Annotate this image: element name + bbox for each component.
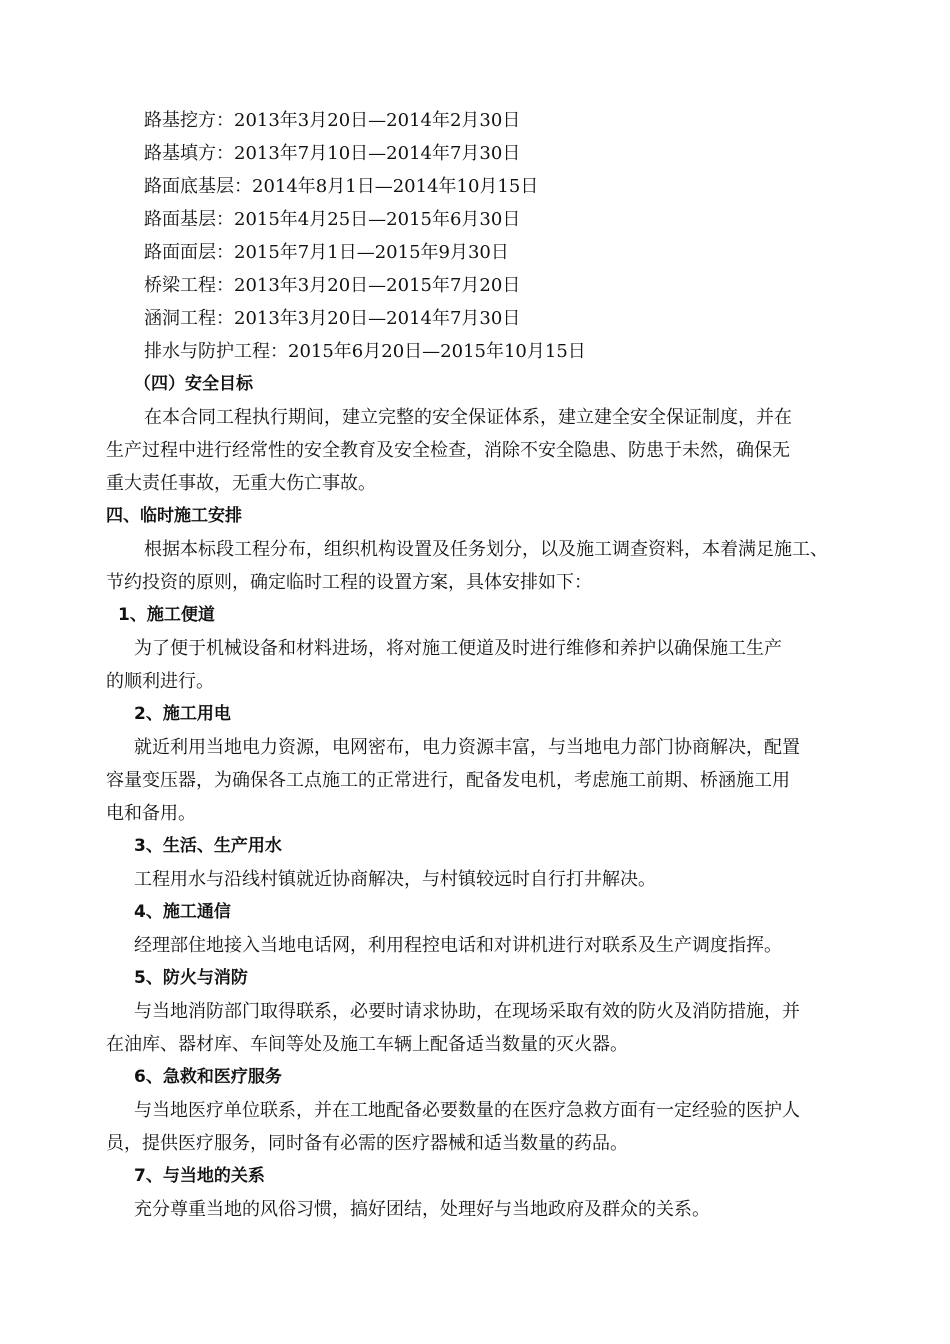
- paragraph-line: 为了便于机械设备和材料进场，将对施工便道及时进行维修和养护以确保施工生产: [134, 638, 782, 659]
- paragraph-line: 工程用水与沿线村镇就近协商解决，与村镇较远时自行打井解决。: [134, 869, 656, 890]
- schedule-line: 路面面层：2015年7月1日—2015年9月30日: [144, 242, 509, 263]
- item-heading: 6、急救和医疗服务: [134, 1067, 282, 1087]
- paragraph-line: 重大责任事故，无重大伤亡事故。: [106, 473, 376, 494]
- paragraph-line: 根据本标段工程分布，组织机构设置及任务划分，以及施工调查资料，本着满足施工、: [144, 539, 828, 560]
- section-heading: 四、临时施工安排: [106, 506, 242, 526]
- schedule-line: 路基挖方：2013年3月20日—2014年2月30日: [144, 110, 521, 131]
- paragraph-line: 节约投资的原则，确定临时工程的设置方案，具体安排如下：: [106, 572, 592, 593]
- item-heading: 5、防火与消防: [134, 968, 248, 988]
- paragraph-line: 在油库、器材库、车间等处及施工车辆上配备适当数量的灭火器。: [106, 1034, 628, 1055]
- schedule-line: 路面基层：2015年4月25日—2015年6月30日: [144, 209, 521, 230]
- paragraph-line: 生产过程中进行经常性的安全教育及安全检查，消除不安全隐患、防患于未然，确保无: [106, 440, 790, 461]
- schedule-line: 路基填方：2013年7月10日—2014年7月30日: [144, 143, 521, 164]
- schedule-line: 路面底基层：2014年8月1日—2014年10月15日: [144, 176, 539, 197]
- schedule-line: 排水与防护工程：2015年6月20日—2015年10月15日: [144, 341, 586, 362]
- paragraph-line: 的顺利进行。: [106, 671, 214, 692]
- paragraph-line: 电和备用。: [106, 803, 196, 824]
- paragraph-line: 经理部住地接入当地电话网，利用程控电话和对讲机进行对联系及生产调度指挥。: [134, 935, 782, 956]
- paragraph-line: 员，提供医疗服务，同时备有必需的医疗器械和适当数量的药品。: [106, 1133, 628, 1154]
- paragraph-line: 与当地消防部门取得联系，必要时请求协助，在现场采取有效的防火及消防措施，并: [134, 1001, 800, 1022]
- schedule-line: 涵洞工程：2013年3月20日—2014年7月30日: [144, 308, 521, 329]
- paragraph-line: 充分尊重当地的风俗习惯，搞好团结，处理好与当地政府及群众的关系。: [134, 1199, 710, 1220]
- document-body: [106, 104, 854, 1226]
- item-heading: 3、生活、生产用水: [134, 836, 282, 856]
- item-heading: 7、与当地的关系: [134, 1166, 265, 1186]
- item-heading: 2、施工用电: [134, 704, 231, 724]
- item-heading: 4、施工通信: [134, 902, 231, 922]
- paragraph-line: 就近利用当地电力资源，电网密布，电力资源丰富，与当地电力部门协商解决，配置: [134, 737, 800, 758]
- item-heading: 1、施工便道: [118, 605, 215, 625]
- paragraph-line: 容量变压器，为确保各工点施工的正常进行，配备发电机，考虑施工前期、桥涵施工用: [106, 770, 790, 791]
- safety-heading: （四）安全目标: [134, 374, 253, 394]
- schedule-line: 桥梁工程：2013年3月20日—2015年7月20日: [144, 275, 521, 296]
- paragraph-line: 在本合同工程执行期间，建立完整的安全保证体系，建立建全安全保证制度，并在: [144, 407, 792, 428]
- paragraph-line: 与当地医疗单位联系，并在工地配备必要数量的在医疗急救方面有一定经验的医护人: [134, 1100, 800, 1121]
